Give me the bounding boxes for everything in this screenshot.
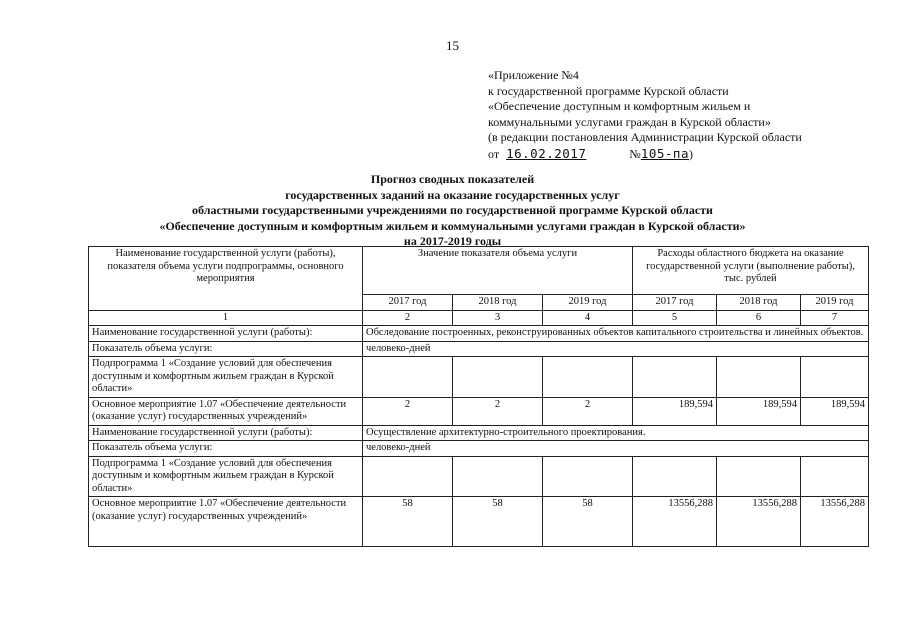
header-year: 2019 год: [801, 295, 869, 311]
table-row: [89, 441, 869, 457]
service-value: Обследование построенных, реконструированных объектов капитального строительства и линейных объектов.: [363, 326, 869, 342]
service-label: Наименование государственной услуги (работы):: [89, 425, 363, 441]
header-year: 2017 год: [633, 295, 717, 311]
appendix-block: [488, 68, 802, 162]
appendix-line: коммунальными услугами граждан в Курской области»: [488, 114, 771, 129]
title-line: Прогноз сводных показателей: [370, 172, 535, 186]
indicator-label: Показатель объема услуги:: [89, 441, 363, 457]
expense-cell: 189,594: [801, 397, 869, 425]
header-expense-group: Расходы областного бюджета на оказание государственной услуги (выполнение работы), тыс. рублей: [633, 247, 869, 295]
service-label: Наименование государственной услуги (работы):: [89, 326, 363, 342]
column-number: 6: [717, 310, 801, 326]
subprogram-name: Подпрограмма 1 «Создание условий для обеспечения доступным и комфортным жильем граждан в Курской области»: [89, 456, 363, 497]
title-line: областными государственными учреждениями по государственной программе Курской области: [192, 203, 713, 217]
resolution-date-line: [488, 146, 802, 163]
appendix-line: «Обеспечение доступным и комфортным жильем и: [488, 99, 751, 113]
title-line: «Обеспечение доступным и комфортным жильем и коммунальными услугами граждан в Курской области»: [159, 218, 746, 233]
value-cell: 58: [543, 497, 633, 547]
expense-cell: 13556,288: [801, 497, 869, 547]
subprogram-name: Подпрограмма 1 «Создание условий для обеспечения доступным и комфортным жильем граждан в Курской области»: [89, 357, 363, 398]
appendix-line: к государственной программе Курской области: [488, 83, 729, 98]
value-cell: 2: [363, 397, 453, 425]
expense-cell: 189,594: [717, 397, 801, 425]
number-prefix: №: [629, 146, 641, 161]
column-number: 4: [543, 310, 633, 326]
page-number: 15: [446, 38, 459, 53]
value-cell: 58: [453, 497, 543, 547]
column-number: 2: [363, 310, 453, 326]
header-value-group: Значение показателя объема услуги: [363, 247, 633, 295]
document-title: [0, 172, 905, 250]
resolution-number: 105-па: [640, 145, 689, 161]
expense-cell: 13556,288: [717, 497, 801, 547]
measure-name: Основное мероприятие 1.07 «Обеспечение деятельности (оказание услуг) государственных учреждений»: [89, 397, 363, 425]
table-row: [89, 497, 869, 547]
service-value: Осуществление архитектурно-строительного проектирования.: [363, 425, 869, 441]
forecast-table: [88, 246, 869, 547]
table-row: [89, 397, 869, 425]
table-row: [89, 357, 869, 398]
expense-cell: 13556,288: [633, 497, 717, 547]
measure-name: Основное мероприятие 1.07 «Обеспечение деятельности (оказание услуг) государственных учреждений»: [89, 497, 363, 547]
header-year: 2018 год: [453, 295, 543, 311]
resolution-date: 16.02.2017: [506, 145, 587, 161]
indicator-value: человеко-дней: [363, 441, 869, 457]
table-row: [89, 456, 869, 497]
value-cell: 2: [453, 397, 543, 425]
table-row: [89, 326, 869, 342]
header-name-column: Наименование государственной услуги (работы), показателя объема услуги подпрограммы, основного мероприятия: [89, 247, 363, 311]
expense-cell: 189,594: [633, 397, 717, 425]
title-line: на 2017-2019 годы: [403, 234, 502, 248]
closing-paren: ): [688, 146, 693, 161]
header-year: 2019 год: [543, 295, 633, 311]
title-line: государственных заданий на оказание государственных услуг: [285, 187, 620, 202]
column-number: 1: [89, 310, 363, 326]
appendix-line: (в редакции постановления Администрации Курской области: [488, 130, 802, 144]
table-row: [89, 341, 869, 357]
column-number: 5: [633, 310, 717, 326]
date-prefix: от: [488, 146, 500, 161]
value-cell: 58: [363, 497, 453, 547]
column-number: 3: [453, 310, 543, 326]
value-cell: 2: [543, 397, 633, 425]
indicator-label: Показатель объема услуги:: [89, 341, 363, 357]
header-year: 2017 год: [363, 295, 453, 311]
indicator-value: человеко-дней: [363, 341, 869, 357]
table-row: [89, 425, 869, 441]
header-year: 2018 год: [717, 295, 801, 311]
column-number: 7: [801, 310, 869, 326]
appendix-line: «Приложение №4: [488, 68, 579, 82]
